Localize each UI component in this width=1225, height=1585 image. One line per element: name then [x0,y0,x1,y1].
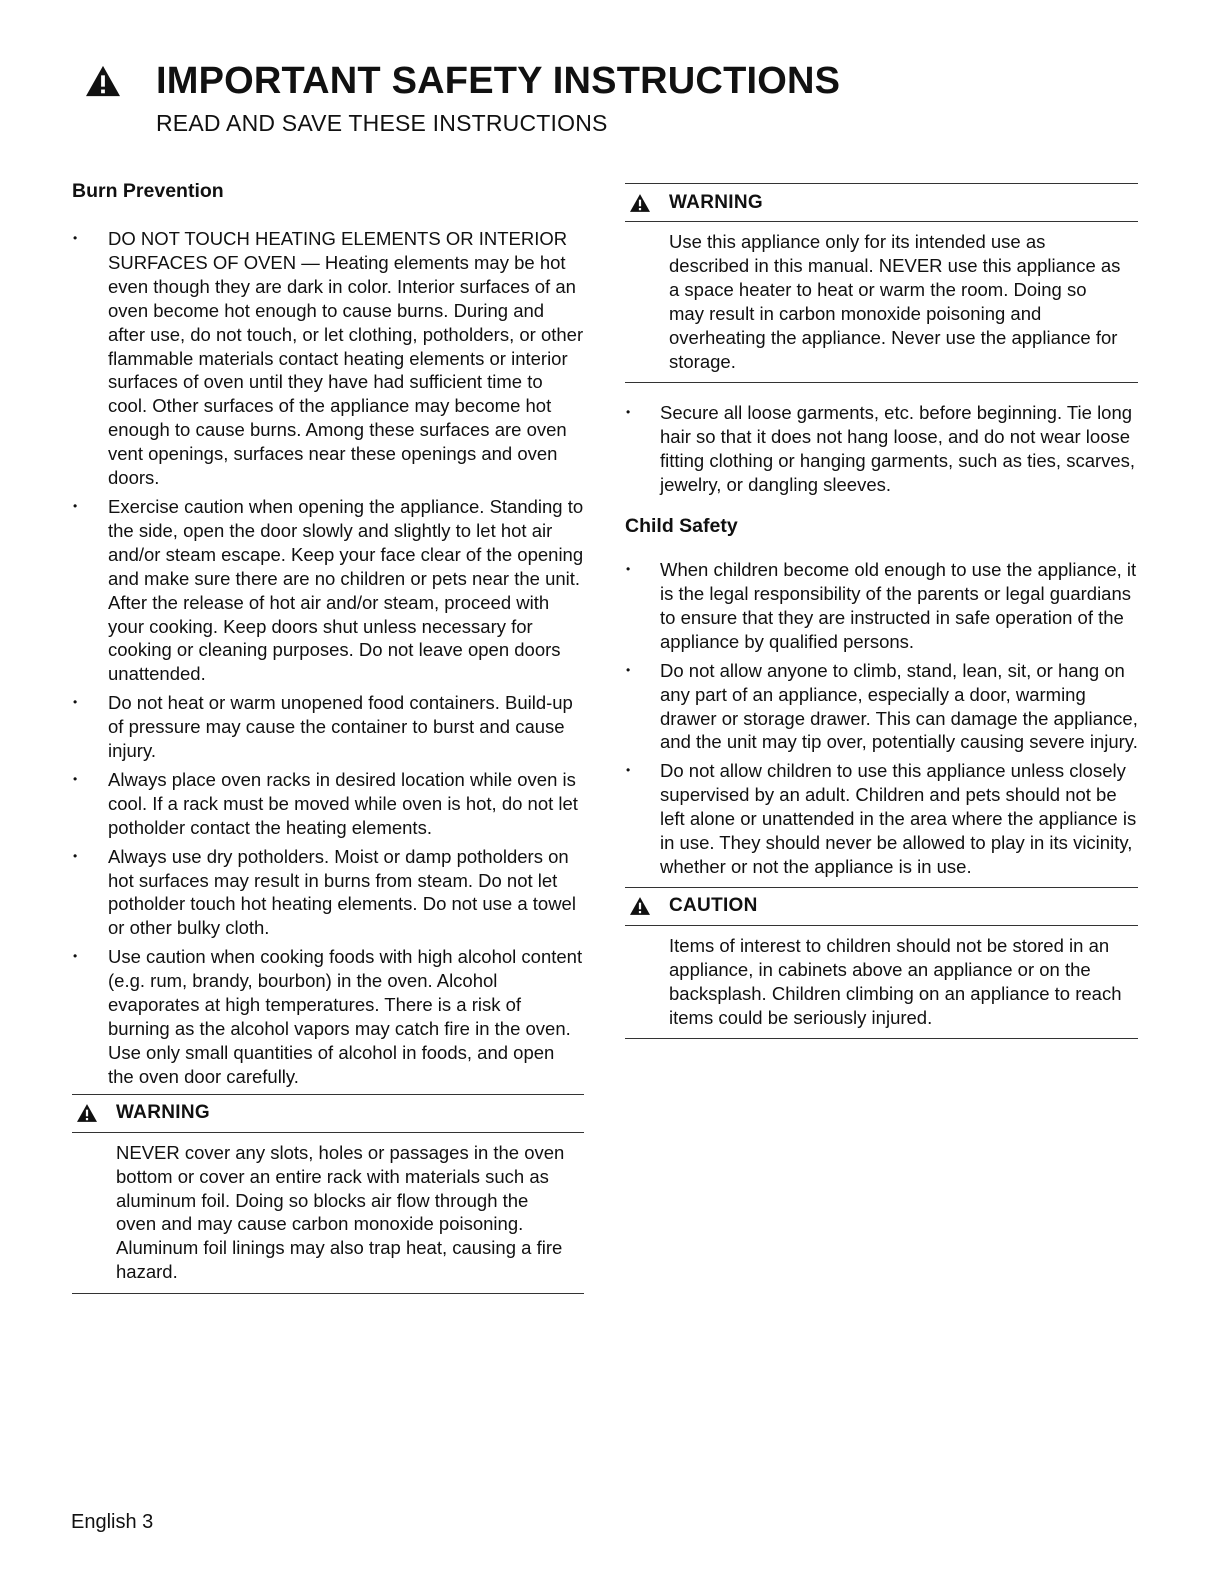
callout-header [72,1095,584,1133]
callout-header [625,888,1138,926]
child-safety-heading: Child Safety [625,515,738,538]
list-item: • Always use dry potholders. Moist or damp potholders on hot surfaces may result in burns from steam. Do not let potholder touch hot heating elements. Do not use a towel or other bulky cloth. [72,845,584,941]
page-number: English 3 [71,1511,154,1533]
list-item: • Do not allow anyone to climb, stand, lean, sit, or hang on any part of an appliance, especially a door, warming drawer or storage drawer. This can damage the appliance, and the unit may tip over, potentially causing severe injury. [625,659,1138,755]
warning-triangle-icon [628,193,652,213]
right-column [625,183,1138,1039]
page-title: IMPORTANT SAFETY INSTRUCTIONS [156,60,841,102]
callout-body: Use this appliance only for its intended use as described in this manual. NEVER use this appliance as a space heater to heat or warm the room. Doing so may result in carbon monoxide poisoning and overheating the appliance. Never use the appliance for storage. [669,231,1121,372]
burn-prevention-list [72,227,584,1089]
list-item: • Do not heat or warm unopened food containers. Build-up of pressure may cause the container to burst and cause injury. [72,691,584,763]
list-item: • Always place oven racks in desired location while oven is cool. If a rack must be moved while oven is hot, do not let potholder contact the heating elements. [72,768,584,840]
callout-header [625,184,1138,222]
list-item: • Do not allow children to use this appliance unless closely supervised by an adult. Children and pets should not be left alone or unattended in the area where the appliance is in use. They should never be allowed to play in its vicinity, whether or not the appliance is in use. [625,759,1138,879]
page-subtitle: READ AND SAVE THESE INSTRUCTIONS [156,110,608,136]
warning-callout-left [72,1094,584,1294]
list-item: • Use caution when cooking foods with high alcohol content (e.g. rum, brandy, bourbon) in the oven. Alcohol evaporates at high temperatures. There is a risk of burning as the alcohol vapors may catch fire in the oven. Use only small quantities of alcohol in foods, and open the oven door carefully. [72,945,584,1088]
left-column [72,180,584,1294]
caution-callout [625,887,1138,1040]
warning-triangle-icon [75,1103,99,1123]
burn-prevention-heading: Burn Prevention [72,180,224,202]
callout-title: CAUTION [669,895,758,917]
callout-title: WARNING [116,1102,210,1124]
callout-body: Items of interest to children should not be stored in an appliance, in cabinets above an appliance or on the backsplash. Children climbing on an appliance to reach items could be seriously injured. [669,934,1122,1028]
callout-title: WARNING [669,191,763,213]
garments-list [625,401,1138,497]
list-item: • DO NOT TOUCH HEATING ELEMENTS OR INTERIOR SURFACES OF OVEN — Heating elements may be hot even though they are dark in color. Interior surfaces of an oven become hot enough to cause burns. During and after use, do not touch, or let clothing, potholders, or other flammable materials contact heating elements or interior surfaces of oven until they have had sufficient time to cool. Other surfaces of the appliance may become hot enough to cause burns. Among these surfaces are oven vent openings, surfaces near these openings and oven doors. [72,227,584,490]
callout-body: NEVER cover any slots, holes or passages in the oven bottom or cover an entire rack with materials such as aluminum foil. Doing so blocks air flow through the oven and may cause carbon monoxide poisoning. Aluminum foil linings may also trap heat, causing a fire hazard. [116,1141,565,1283]
child-safety-list [625,558,1138,879]
warning-callout-right [625,183,1138,383]
list-item: • Exercise caution when opening the appliance. Standing to the side, open the door slowly and slightly to let hot air and/or steam escape. Keep your face clear of the opening and make sure there are no children or pets near the unit. After the release of hot air and/or steam, proceed with your cooking. Keep doors shut unless necessary for cooking or cleaning purposes. Do not leave open doors unattended. [72,495,584,686]
title-row [84,62,1084,100]
warning-triangle-icon [84,64,122,98]
list-item: • Secure all loose garments, etc. before beginning. Tie long hair so that it does not hang loose, and do not wear loose fitting clothing or hanging garments, such as ties, scarves, jewelry, or dangling sleeves. [625,401,1138,497]
list-item: • When children become old enough to use the appliance, it is the legal responsibility of the parents or legal guardians to ensure that they are instructed in safe operation of the appliance by qualified persons. [625,558,1138,654]
page-header [84,62,1084,137]
warning-triangle-icon [628,896,652,916]
